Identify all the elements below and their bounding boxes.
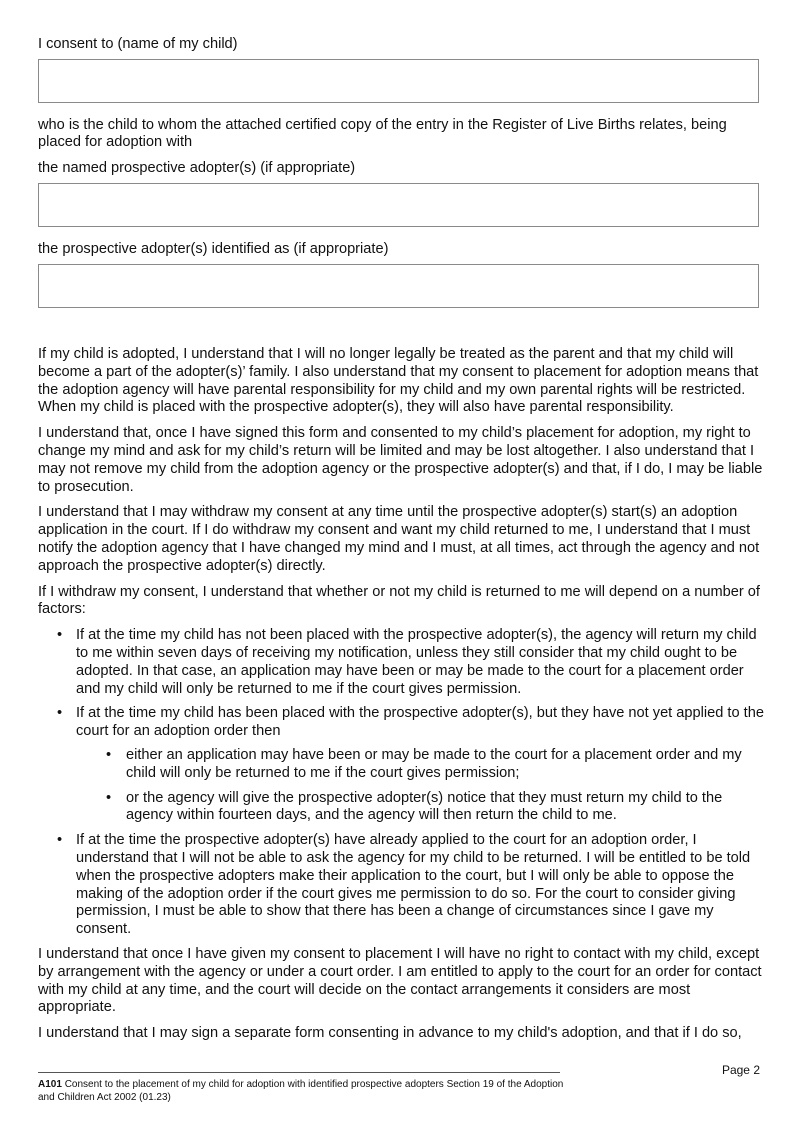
who-is-child-text: who is the child to whom the attached certified copy of the entry in the Register of Live Births relates, being placed for adoption with	[38, 117, 727, 150]
consent-child-label: I consent to (name of my child)	[38, 36, 238, 52]
sub-list-item	[76, 747, 764, 783]
sub-list-item-text: or the agency will give the prospective adopter(s) notice that they must return my child to the agency within fourteen days, and the agency will then return the child to me.	[126, 789, 723, 824]
bullet-icon: •	[57, 627, 63, 644]
paragraph-legal-effect: If my child is adopted, I understand that I will no longer legally be treated as the parent and that my child will become a part of the adopter(s)’ family. I also understand that my consent to placement for adoption means that the adoption agency will have parental responsibility for my child and my own parental rights will be restricted. When my child is placed with the prospective adopter(s), they will also have parental responsibility.	[38, 346, 759, 416]
factors-list	[38, 627, 764, 939]
bullet-icon: •	[57, 705, 63, 722]
list-item	[38, 832, 764, 939]
paragraph-signing-effect: I understand that, once I have signed this form and consented to my child’s placement for adoption, my right to change my mind and ask for my child’s return will be limited and may be lost altogether. I also understand that I may not remove my child from the adoption agency or the prospective adopter(s) and that, if I do, I may be liable to prosecution.	[38, 425, 763, 495]
bullet-icon: •	[106, 746, 112, 763]
identified-adopters-field[interactable]	[38, 264, 759, 308]
list-item-text: If at the time the prospective adopter(s) have already applied to the court for an adoption order, I understand that I will not be able to ask the agency for my child to be returned. I will be entitled to be told when the prospective adopters make their application to the court, but I will only be able to oppose the making of the adoption order if the court gives me permission to do so. For the court to consider giving permission, I must be able to show that there has been a change of circumstances since I gave my consent.	[76, 832, 751, 938]
list-item	[38, 627, 764, 698]
sub-list-item	[76, 790, 764, 826]
bullet-icon: •	[106, 789, 112, 806]
sub-list-item-text: either an application may have been or may be made to the court for a placement order and my child will only be returned to me if the court gives permission;	[126, 746, 742, 781]
named-adopters-label: the named prospective adopter(s) (if appropriate)	[38, 160, 356, 176]
form-code: A101	[38, 1079, 62, 1090]
footer-form-info	[38, 1079, 568, 1104]
child-name-field[interactable]	[38, 59, 759, 103]
list-item-text: If at the time my child has not been placed with the prospective adopter(s), the agency will return my child to me within seven days of receiving my notification, unless they still consider that my child ought to be adopted. In that case, an application may have been or may be made to the court for a placement order and my child will only be returned to me if the court gives permission.	[76, 627, 757, 697]
paragraph-withdraw-consent: I understand that I may withdraw my consent at any time until the prospective adopter(s) start(s) an adoption application in the court. If I do withdraw my consent and want my child returned to me, I understand that I must notify the adoption agency that I have changed my mind and I must, at all times, act through the agency and not approach the prospective adopter(s) directly.	[38, 504, 760, 574]
bullet-icon: •	[57, 832, 63, 849]
footer-divider	[38, 1072, 560, 1073]
form-title: Consent to the placement of my child for adoption with identified prospective adopters Section 19 of the Adoption and Children Act 2002 (01.23)	[38, 1079, 564, 1103]
paragraph-factors-intro: If I withdraw my consent, I understand that whether or not my child is returned to me will depend on a number of factors:	[38, 583, 760, 618]
page-number: Page 2	[721, 1063, 760, 1077]
paragraph-contact: I understand that once I have given my consent to placement I will have no right to contact with my child, except by arrangement with the agency or under a court order. I am entitled to apply to the court for an order for contact with my child at any time, and the court will decide on the contact arrangements it considers are most appropriate.	[38, 945, 762, 1016]
named-adopters-field[interactable]	[38, 183, 759, 227]
paragraph-advance-consent: I understand that I may sign a separate form consenting in advance to my child's adoption, and that if I do so,	[38, 1025, 742, 1042]
identified-adopters-label: the prospective adopter(s) identified as (if appropriate)	[38, 241, 389, 257]
consent-body	[38, 346, 764, 1051]
sub-list	[76, 747, 764, 825]
list-item	[38, 705, 764, 825]
list-item-text: If at the time my child has been placed with the prospective adopter(s), but they have not yet applied to the court for an adoption order then	[76, 705, 764, 740]
